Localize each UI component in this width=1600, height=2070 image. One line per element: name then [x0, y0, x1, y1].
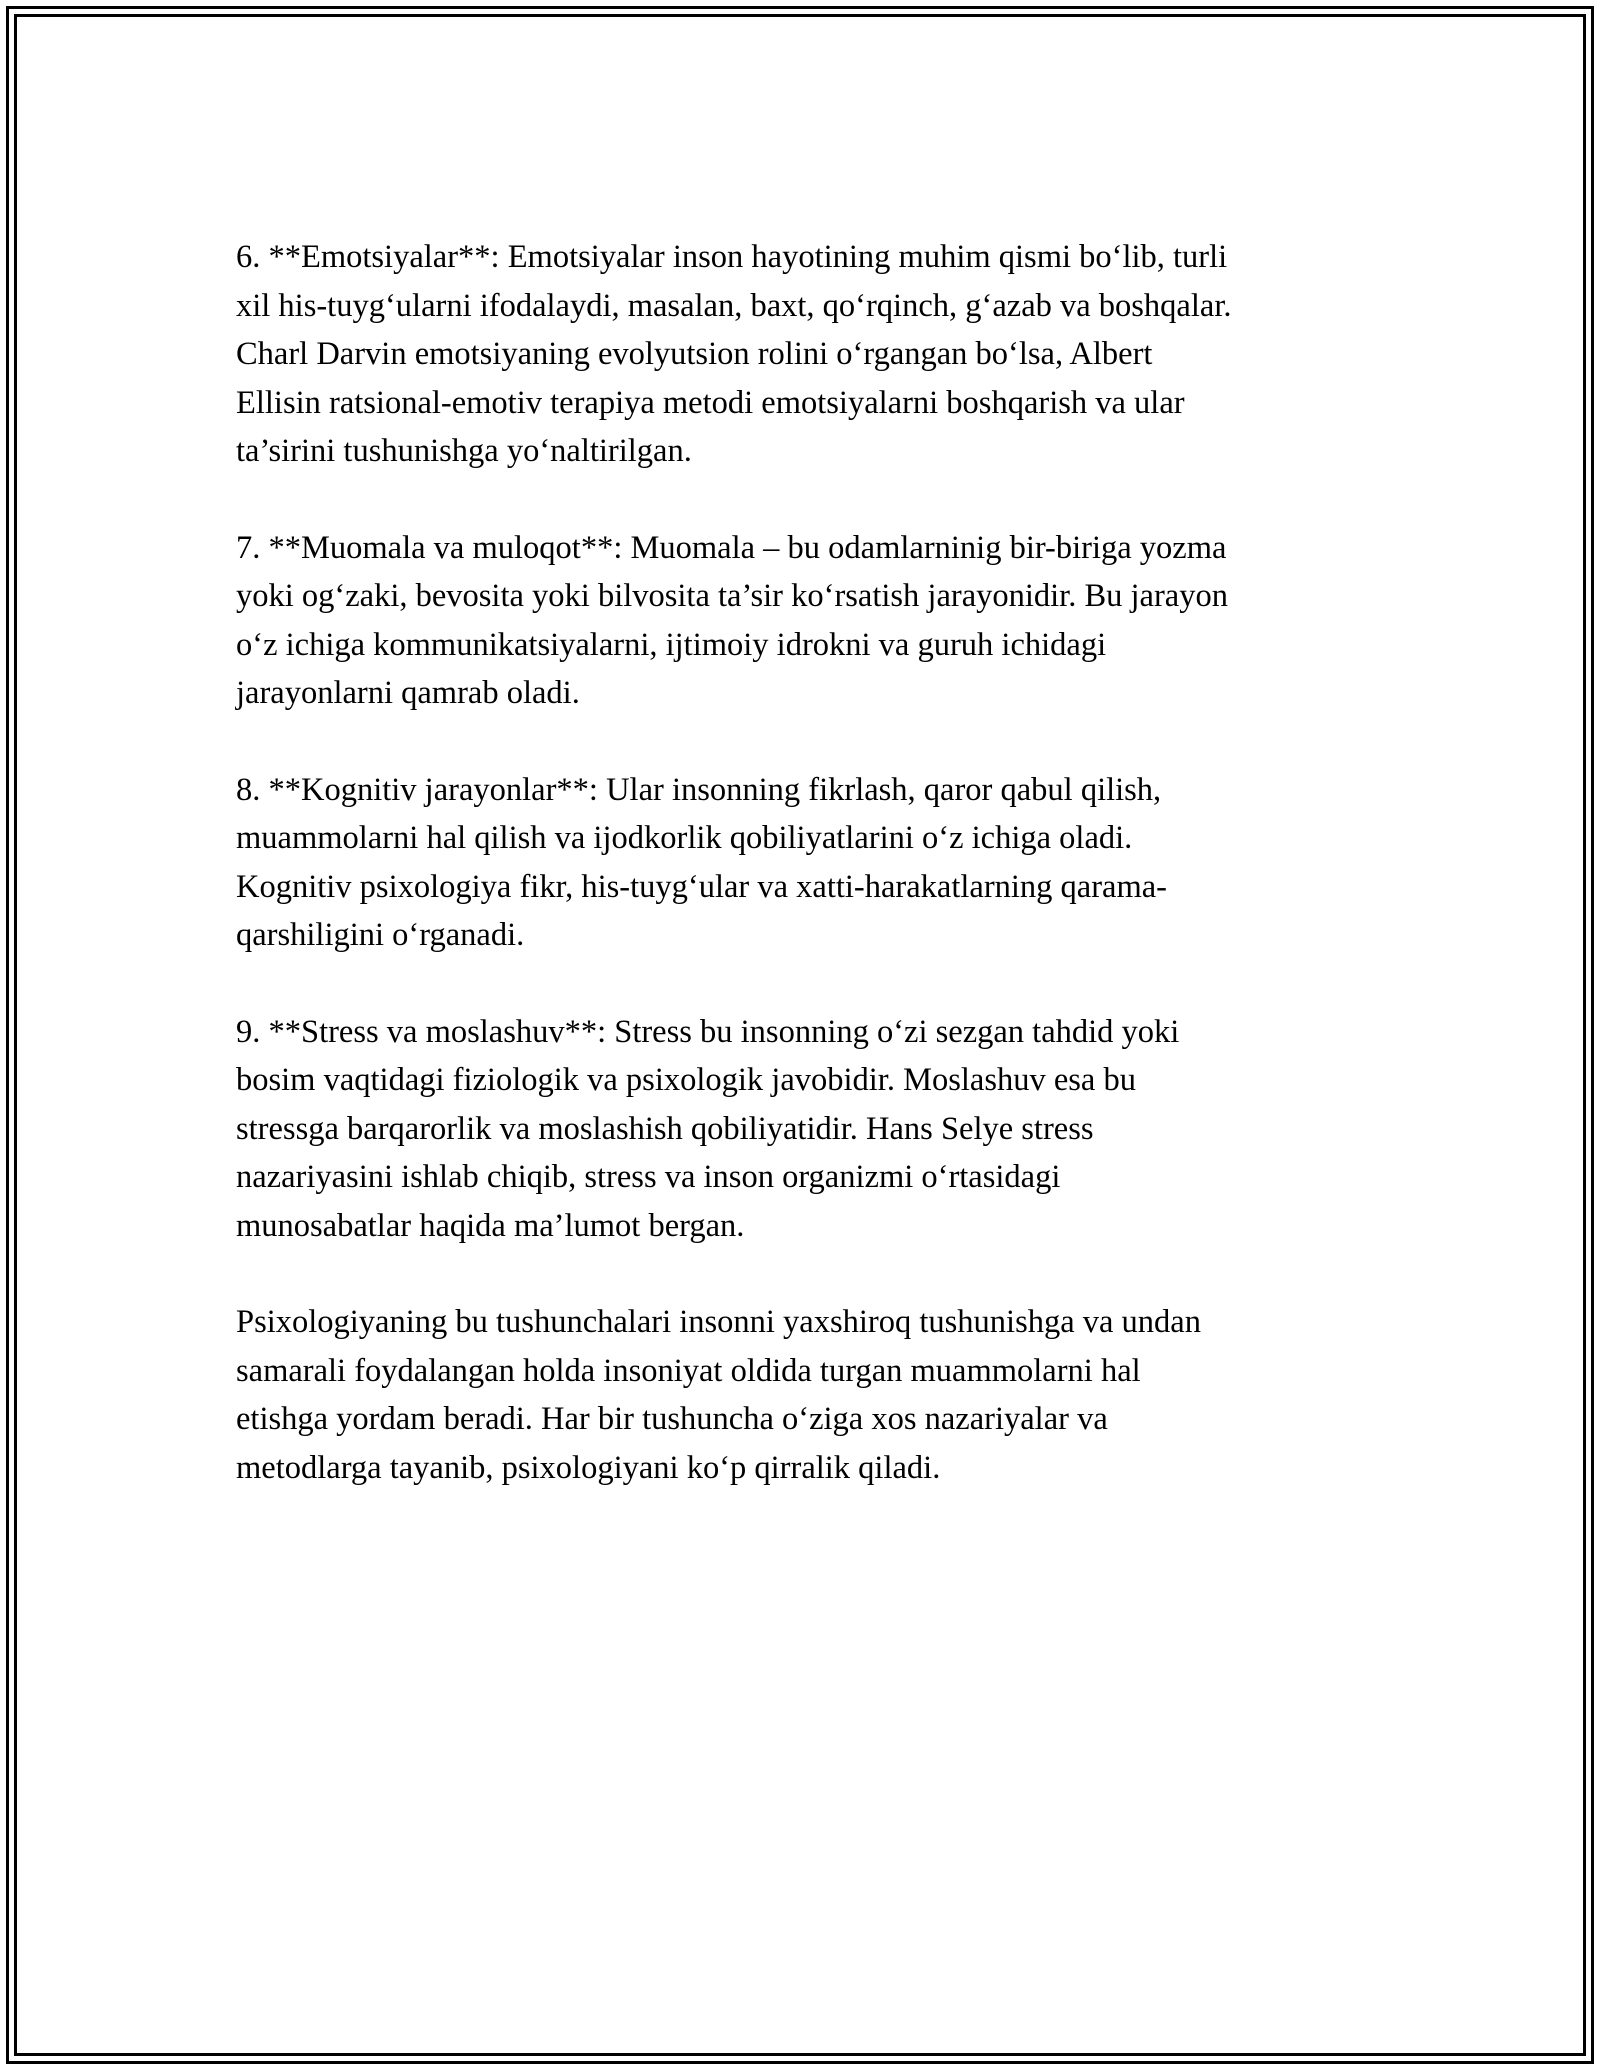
paragraph-muomala-va-muloqot: 7. **Muomala va muloqot**: Muomala – bu odamlarninig bir-biriga yozma yoki og‘zaki, bevosita yoki bilvosita ta’sir ko‘rsatish jarayonidir. Bu jarayon o‘z ichiga kommunikatsiyalarni, ijtimoiy idrokni va guruh ichidagi jarayonlarni qamrab oladi. — [236, 529, 1228, 711]
paragraph-emotsiyalar: 6. **Emotsiyalar**: Emotsiyalar inson hayotining muhim qismi bo‘lib, turli xil his-tuyg‘ularni ifodalaydi, masalan, baxt, qo‘rqinch, g‘azab va boshqalar. Charl Darvin emotsiyaning evolyutsion rolini o‘rgangan bo‘lsa, Albert Ellisin ratsional-emotiv terapiya metodi emotsiyalarni boshqarish va ular ta’sirini tushunishga yo‘naltirilgan. — [236, 239, 1232, 469]
document-body — [236, 233, 1376, 1540]
paragraph-conclusion: Psixologiyaning bu tushunchalari insonni yaxshiroq tushunishga va undan samarali foydalangan holda insoniyat oldida turgan muammolarni hal etishga yordam beradi. Har bir tushuncha o‘ziga xos nazariyalar va metodlarga tayanib, psixologiyani ko‘p qirralik qiladi. — [236, 1304, 1201, 1486]
paragraph-stress-va-moslashuv: 9. **Stress va moslashuv**: Stress bu insonning o‘zi sezgan tahdid yoki bosim vaqtidagi fiziologik va psixologik javobidir. Moslashuv esa bu stressga barqarorlik va moslashish qobiliyatidir. Hans Selye stress nazariyasini ishlab chiqib, stress va inson organizmi o‘rtasidagi munosabatlar haqida ma’lumot bergan. — [236, 1013, 1180, 1244]
paragraph-kognitiv-jarayonlar: 8. **Kognitiv jarayonlar**: Ular insonning fikrlash, qaror qabul qilish, muammolarni hal qilish va ijodkorlik qobiliyatlarini o‘z ichiga oladi. Kognitiv psixologiya fikr, his-tuyg‘ular va xatti-harakatlarning qarama- qarshiligini o‘rganadi. — [236, 771, 1167, 953]
